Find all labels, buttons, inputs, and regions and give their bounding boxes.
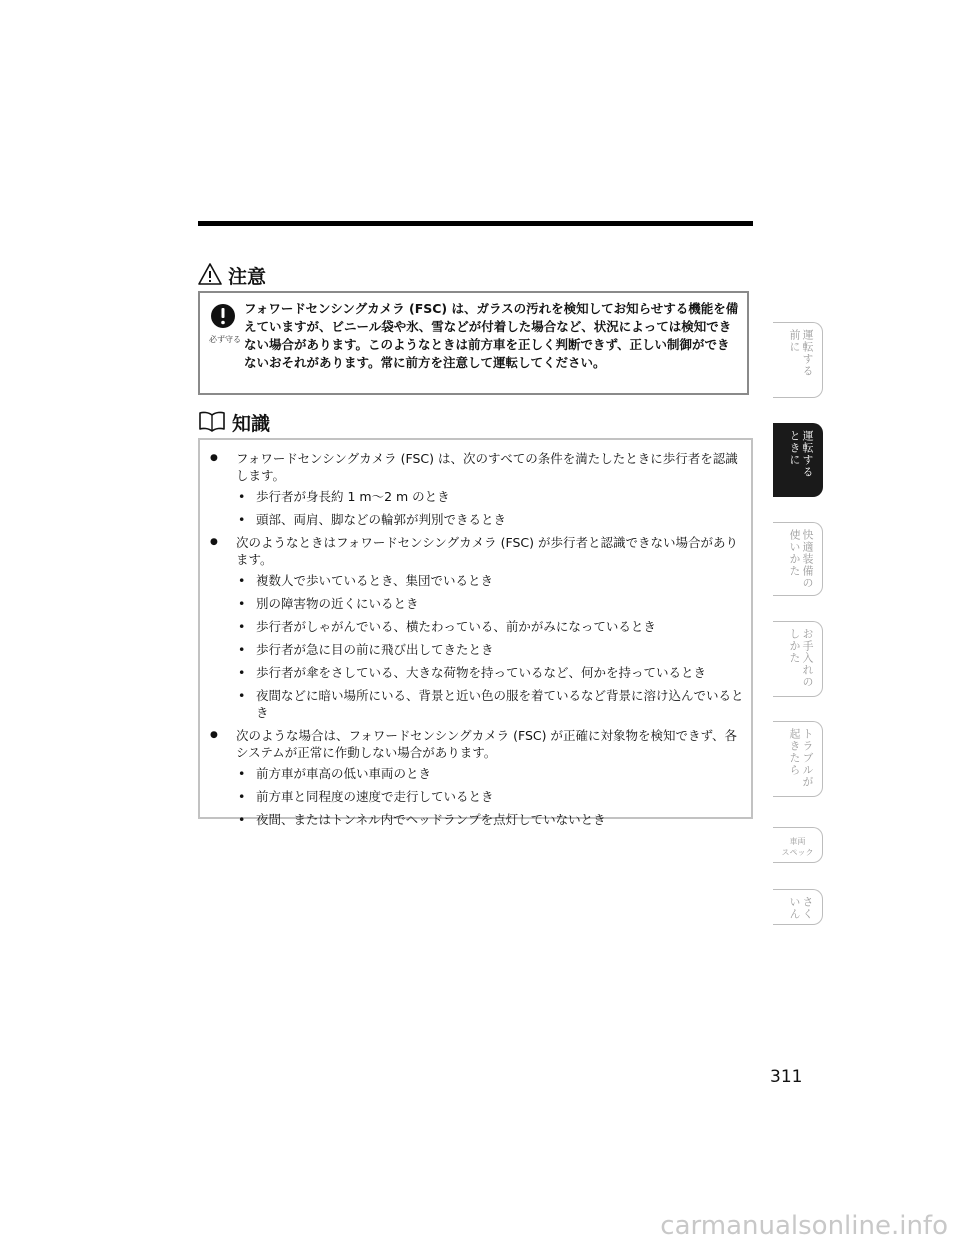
tab-label: さく いん xyxy=(788,896,814,920)
watermark: carmanualsonline.info xyxy=(660,1211,948,1241)
knowledge-subitem: • 複数人で歩いているとき、集団でいるとき xyxy=(236,572,745,589)
knowledge-list xyxy=(210,450,745,834)
knowledge-subitem: • 夜間、またはトンネル内でヘッドランプを点灯していないとき xyxy=(236,811,745,828)
tab-label: トラブルが 起きたら xyxy=(788,728,814,788)
tab-while-driving[interactable] xyxy=(773,423,823,497)
knowledge-subitem: • 夜間などに暗い場所にいる、背景と近い色の服を着ているなど背景に溶け込んでいるとき xyxy=(236,687,745,721)
knowledge-item-text: 次のようなときはフォワードセンシングカメラ (FSC) が歩行者と認識できない場合があります。 xyxy=(236,535,738,567)
tab-label: 運転する 前に xyxy=(788,329,814,377)
tab-comfort-equipment[interactable] xyxy=(773,522,823,596)
tab-vehicle-specs[interactable] xyxy=(773,827,823,863)
knowledge-header xyxy=(198,409,270,436)
caution-header xyxy=(198,262,266,289)
knowledge-title: 知識 xyxy=(232,413,271,435)
caution-title: 注意 xyxy=(228,266,267,288)
knowledge-subitem: • 歩行者がしゃがんでいる、横たわっている、前かがみになっているとき xyxy=(236,618,745,635)
book-icon xyxy=(198,410,226,436)
knowledge-subitem: • 歩行者が身長約 1 m〜2 m のとき xyxy=(236,488,745,505)
knowledge-sublist xyxy=(236,488,745,528)
knowledge-item xyxy=(210,450,745,528)
must-follow-label: 必ず守る xyxy=(209,335,241,344)
knowledge-item xyxy=(210,727,745,828)
knowledge-item-text: フォワードセンシングカメラ (FSC) は、次のすべての条件を満たしたときに歩行者を認識します。 xyxy=(236,451,738,483)
knowledge-item-text: 次のような場合は、フォワードセンシングカメラ (FSC) が正確に対象物を検知できず、各システムが正常に作動しない場合があります。 xyxy=(236,728,737,760)
caution-text: フォワードセンシングカメラ (FSC) は、ガラスの汚れを検知してお知らせする機能を備えていますが、ビニール袋や氷、雪などが付着した場合など、状況によっては検知できない場合があります。このようなときは前方車を正しく判断できず、正しい制御ができないおそれがあります。常に前方を注意して運転してください。 xyxy=(244,301,739,370)
tab-label: 運転する ときに xyxy=(788,430,814,478)
tab-maintenance[interactable] xyxy=(773,621,823,697)
must-follow-icon xyxy=(209,303,241,345)
tab-label: お手入れの しかた xyxy=(788,628,814,688)
knowledge-subitem: • 別の障害物の近くにいるとき xyxy=(236,595,745,612)
knowledge-subitem: • 歩行者が急に目の前に飛び出してきたとき xyxy=(236,641,745,658)
warning-icon xyxy=(198,263,222,289)
tab-before-driving[interactable] xyxy=(773,322,823,398)
knowledge-subitem: • 前方車と同程度の速度で走行しているとき xyxy=(236,788,745,805)
tab-label: 車両 スペック xyxy=(781,837,814,857)
knowledge-subitem: • 歩行者が傘をさしている、大きな荷物を持っているなど、何かを持っているとき xyxy=(236,664,745,681)
caution-box xyxy=(198,291,749,395)
top-rule xyxy=(198,221,753,226)
knowledge-subitem: • 頭部、両肩、脚などの輪郭が判別できるとき xyxy=(236,511,745,528)
tab-index[interactable] xyxy=(773,889,823,925)
knowledge-box xyxy=(198,438,753,827)
tab-troubleshooting[interactable] xyxy=(773,721,823,797)
knowledge-item xyxy=(210,534,745,721)
knowledge-subitem: • 前方車が車高の低い車両のとき xyxy=(236,765,745,782)
knowledge-sublist xyxy=(236,572,745,721)
page-number: 311 xyxy=(770,1067,803,1087)
knowledge-sublist xyxy=(236,765,745,828)
tab-label: 快適装備の 使いかた xyxy=(788,529,814,589)
